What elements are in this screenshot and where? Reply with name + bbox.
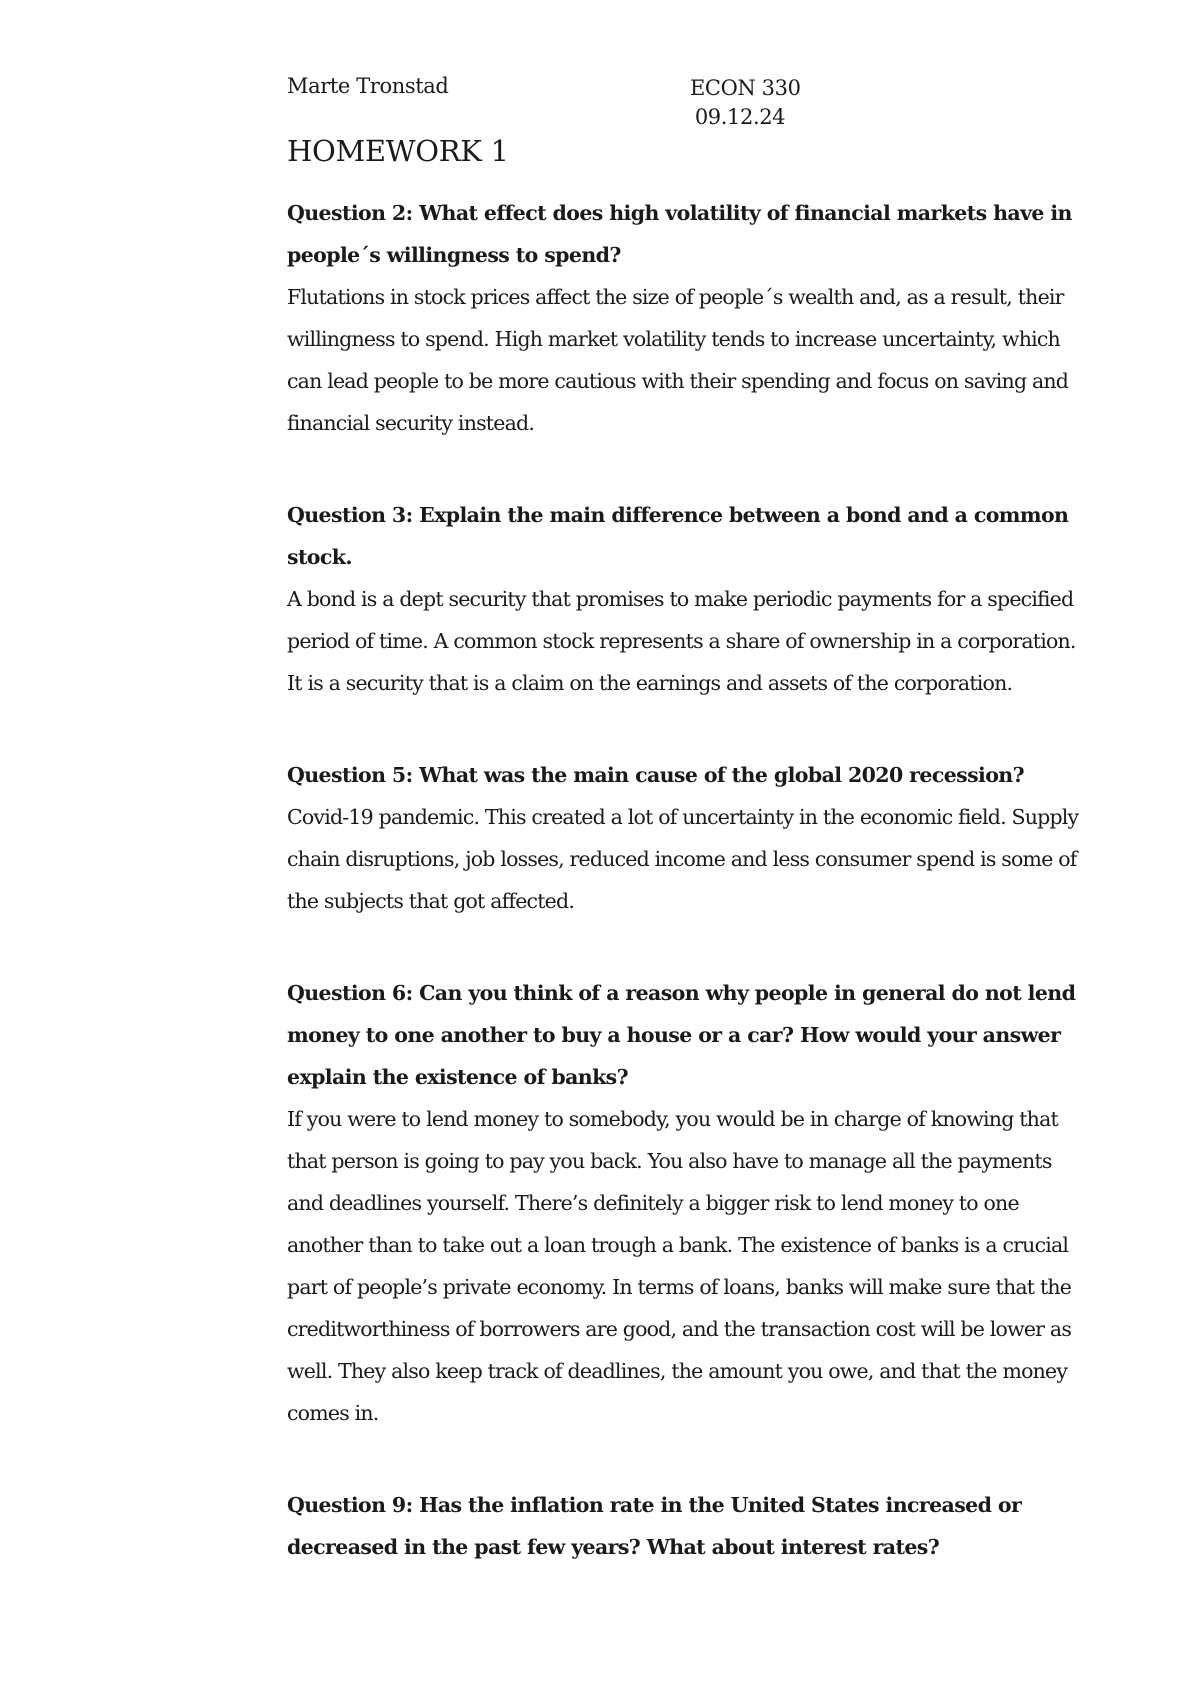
answer-text: Flutations in stock prices affect the size of people´s wealth and, as a result, their willingness to spend. High market volatility tends to increase uncertainty, which can lead people to be more cautious with their spending and focus on saving and financial security instead. — [287, 285, 1069, 435]
homework-content — [287, 192, 1087, 1568]
answer-text: If you were to lend money to somebody, you would be in charge of knowing that that person is going to pay you back. You also have to manage all the payments and deadlines yourself. There’s definitely a bigger risk to lend money to one another than to take out a loan trough a bank. The existence of banks is a crucial part of people’s private economy. In terms of loans, banks will make sure that the creditworthiness of borrowers are good, and the transaction cost will be lower as well. They also keep track of deadlines, the amount you owe, and that the money comes in. — [287, 1107, 1072, 1425]
question-block-9 — [287, 1484, 1087, 1568]
question-block-2 — [287, 192, 1087, 444]
question-block-3 — [287, 494, 1087, 704]
question-text: Question 6: Can you think of a reason why people in general do not lend money to one another to buy a house or a car? How would your answer explain the existence of banks? — [287, 981, 1076, 1089]
document-date: 09.12.24 — [694, 105, 786, 129]
question-text: Question 9: Has the inflation rate in the United States increased or decreased in the past few years? What about interest rates? — [287, 1493, 1022, 1559]
question-block-6 — [287, 972, 1087, 1434]
answer-text: Covid-19 pandemic. This created a lot of uncertainty in the economic field. Supply chain disruptions, job losses, reduced income and less consumer spend is some of the subjects that got affected. — [287, 805, 1079, 913]
header-course-date — [690, 74, 801, 132]
course-code: ECON 330 — [690, 76, 801, 100]
question-block-5 — [287, 754, 1087, 922]
author-name: Marte Tronstad — [287, 74, 449, 98]
answer-text: A bond is a dept security that promises to make periodic payments for a specified period of time. A common stock represents a share of ownership in a corporation. It is a security that is a claim on the earnings and assets of the corporation. — [287, 587, 1076, 695]
page-title: HOMEWORK 1 — [287, 134, 509, 168]
question-text: Question 2: What effect does high volatility of financial markets have in people´s willingness to spend? — [287, 201, 1072, 267]
question-text: Question 3: Explain the main difference between a bond and a common stock. — [287, 503, 1069, 569]
question-text: Question 5: What was the main cause of the global 2020 recession? — [287, 763, 1024, 787]
